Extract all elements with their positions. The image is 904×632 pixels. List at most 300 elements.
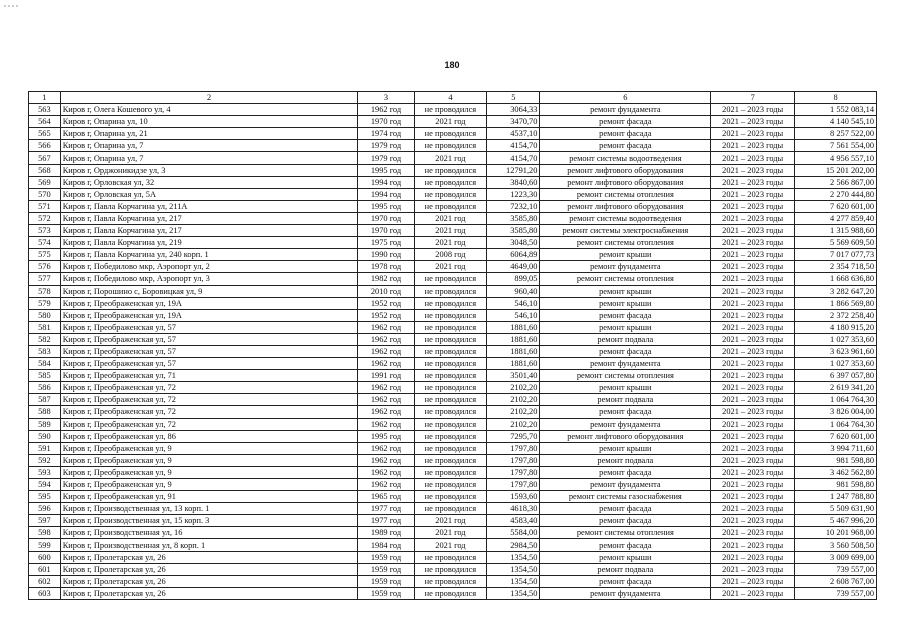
cost-cell: 8 257 522,00: [795, 128, 877, 140]
year-built-cell: 1974 год: [358, 128, 414, 140]
area-cell: 5584,00: [487, 527, 540, 539]
row-number: 600: [29, 551, 61, 563]
table-row: [29, 212, 877, 224]
work-type-cell: ремонт подвала: [540, 333, 711, 345]
area-cell: 2102,20: [487, 406, 540, 418]
period-cell: 2021 – 2023 годы: [711, 164, 795, 176]
period-cell: 2021 – 2023 годы: [711, 237, 795, 249]
cost-cell: 4 140 545,10: [795, 116, 877, 128]
last-repair-cell: не проводился: [414, 140, 487, 152]
page-number: 180: [444, 60, 460, 70]
year-built-cell: 1962 год: [358, 333, 414, 345]
last-repair-cell: не проводился: [414, 345, 487, 357]
table-row: [29, 406, 877, 418]
year-built-cell: 1990 год: [358, 249, 414, 261]
area-cell: 3501,40: [487, 370, 540, 382]
period-cell: 2021 – 2023 годы: [711, 333, 795, 345]
year-built-cell: 2010 год: [358, 285, 414, 297]
work-type-cell: ремонт системы отопления: [540, 370, 711, 382]
header-row: [29, 92, 877, 104]
work-type-cell: ремонт крыши: [540, 382, 711, 394]
row-number: 594: [29, 479, 61, 491]
year-built-cell: 1991 год: [358, 370, 414, 382]
work-type-cell: ремонт лифтового оборудования: [540, 430, 711, 442]
period-cell: 2021 – 2023 годы: [711, 249, 795, 261]
work-type-cell: ремонт фундамента: [540, 587, 711, 599]
row-number: 564: [29, 116, 61, 128]
table-row: [29, 164, 877, 176]
table-row: [29, 285, 877, 297]
year-built-cell: 1970 год: [358, 212, 414, 224]
address-cell: Киров г, Преображенская ул, 72: [60, 382, 358, 394]
last-repair-cell: 2021 год: [414, 539, 487, 551]
year-built-cell: 1978 год: [358, 261, 414, 273]
area-cell: 3064,33: [487, 104, 540, 116]
cost-cell: 3 560 508,50: [795, 539, 877, 551]
year-built-cell: 1984 год: [358, 539, 414, 551]
period-cell: 2021 – 2023 годы: [711, 527, 795, 539]
last-repair-cell: не проводился: [414, 491, 487, 503]
year-built-cell: 1962 год: [358, 479, 414, 491]
cost-cell: 1 064 764,30: [795, 418, 877, 430]
work-type-cell: ремонт фундамента: [540, 418, 711, 430]
year-built-cell: 1959 год: [358, 551, 414, 563]
last-repair-cell: не проводился: [414, 406, 487, 418]
last-repair-cell: не проводился: [414, 430, 487, 442]
row-number: 570: [29, 188, 61, 200]
period-cell: 2021 – 2023 годы: [711, 104, 795, 116]
row-number: 580: [29, 309, 61, 321]
row-number: 598: [29, 527, 61, 539]
period-cell: 2021 – 2023 годы: [711, 563, 795, 575]
period-cell: 2021 – 2023 годы: [711, 370, 795, 382]
year-built-cell: 1952 год: [358, 309, 414, 321]
area-cell: 4618,30: [487, 503, 540, 515]
column-header: 3: [358, 92, 414, 104]
row-number: 574: [29, 237, 61, 249]
cost-cell: 2 354 718,50: [795, 261, 877, 273]
last-repair-cell: не проводился: [414, 273, 487, 285]
address-cell: Киров г, Пролетарская ул, 26: [60, 575, 358, 587]
address-cell: Киров г, Павла Корчагина ул, 217: [60, 212, 358, 224]
row-number: 599: [29, 539, 61, 551]
area-cell: 2102,20: [487, 382, 540, 394]
last-repair-cell: 2021 год: [414, 261, 487, 273]
year-built-cell: 1962 год: [358, 394, 414, 406]
period-cell: 2021 – 2023 годы: [711, 273, 795, 285]
period-cell: 2021 – 2023 годы: [711, 430, 795, 442]
area-cell: 1354,50: [487, 563, 540, 575]
table-row: [29, 188, 877, 200]
row-number: 565: [29, 128, 61, 140]
row-number: 592: [29, 454, 61, 466]
area-cell: 2102,20: [487, 394, 540, 406]
row-number: 602: [29, 575, 61, 587]
cost-cell: 1 064 764,30: [795, 394, 877, 406]
last-repair-cell: не проводился: [414, 285, 487, 297]
cost-cell: 7 017 077,73: [795, 249, 877, 261]
address-cell: Киров г, Орджоникидзе ул, 3: [60, 164, 358, 176]
area-cell: 1354,50: [487, 551, 540, 563]
table-row: [29, 200, 877, 212]
row-number: 579: [29, 297, 61, 309]
area-cell: 960,40: [487, 285, 540, 297]
address-cell: Киров г, Опарина ул, 10: [60, 116, 358, 128]
table-row: [29, 297, 877, 309]
area-cell: 4649,00: [487, 261, 540, 273]
area-cell: 2102,20: [487, 418, 540, 430]
area-cell: 546,10: [487, 309, 540, 321]
year-built-cell: 1962 год: [358, 454, 414, 466]
period-cell: 2021 – 2023 годы: [711, 587, 795, 599]
work-type-cell: ремонт фасада: [540, 406, 711, 418]
year-built-cell: 1952 год: [358, 297, 414, 309]
row-number: 595: [29, 491, 61, 503]
work-type-cell: ремонт крыши: [540, 297, 711, 309]
last-repair-cell: не проводился: [414, 466, 487, 478]
cost-cell: 4 956 557,10: [795, 152, 877, 164]
work-type-cell: ремонт крыши: [540, 285, 711, 297]
table-row: [29, 442, 877, 454]
period-cell: 2021 – 2023 годы: [711, 382, 795, 394]
period-cell: 2021 – 2023 годы: [711, 515, 795, 527]
table-row: [29, 249, 877, 261]
work-type-cell: ремонт фасада: [540, 515, 711, 527]
table-row: [29, 345, 877, 357]
last-repair-cell: не проводился: [414, 442, 487, 454]
year-built-cell: 1959 год: [358, 563, 414, 575]
last-repair-cell: не проводился: [414, 587, 487, 599]
work-type-cell: ремонт системы отопления: [540, 188, 711, 200]
period-cell: 2021 – 2023 годы: [711, 188, 795, 200]
address-cell: Киров г, Павла Корчагина ул, 219: [60, 237, 358, 249]
cost-cell: 2 270 444,80: [795, 188, 877, 200]
work-type-cell: ремонт фасада: [540, 539, 711, 551]
cost-cell: 6 397 057,80: [795, 370, 877, 382]
year-built-cell: 1970 год: [358, 116, 414, 128]
period-cell: 2021 – 2023 годы: [711, 406, 795, 418]
work-type-cell: ремонт фасада: [540, 140, 711, 152]
area-cell: 1881,60: [487, 358, 540, 370]
address-cell: Киров г, Павла Корчагина ул, 217: [60, 225, 358, 237]
area-cell: 2984,50: [487, 539, 540, 551]
row-number: 567: [29, 152, 61, 164]
row-number: 581: [29, 321, 61, 333]
last-repair-cell: 2021 год: [414, 237, 487, 249]
address-cell: Киров г, Производственная ул, 13 корп. 1: [60, 503, 358, 515]
address-cell: Киров г, Производственная ул, 16: [60, 527, 358, 539]
area-cell: 3585,80: [487, 212, 540, 224]
table-row: [29, 176, 877, 188]
area-cell: 1797,80: [487, 442, 540, 454]
area-cell: 4583,40: [487, 515, 540, 527]
address-cell: Киров г, Преображенская ул, 9: [60, 466, 358, 478]
last-repair-cell: не проводился: [414, 333, 487, 345]
cost-cell: 1 552 083,14: [795, 104, 877, 116]
year-built-cell: 1962 год: [358, 418, 414, 430]
area-cell: 546,10: [487, 297, 540, 309]
work-type-cell: ремонт подвала: [540, 563, 711, 575]
table-row: [29, 563, 877, 575]
last-repair-cell: 2021 год: [414, 212, 487, 224]
address-cell: Киров г, Пролетарская ул, 26: [60, 563, 358, 575]
last-repair-cell: не проводился: [414, 128, 487, 140]
year-built-cell: 1977 год: [358, 515, 414, 527]
last-repair-cell: 2021 год: [414, 225, 487, 237]
row-number: 603: [29, 587, 61, 599]
year-built-cell: 1975 год: [358, 237, 414, 249]
work-type-cell: ремонт фасада: [540, 575, 711, 587]
table-row: [29, 140, 877, 152]
table-row: [29, 551, 877, 563]
work-type-cell: ремонт фасада: [540, 128, 711, 140]
cost-cell: 739 557,00: [795, 587, 877, 599]
table-row: [29, 430, 877, 442]
period-cell: 2021 – 2023 годы: [711, 575, 795, 587]
address-cell: Киров г, Преображенская ул, 71: [60, 370, 358, 382]
work-type-cell: ремонт системы отопления: [540, 237, 711, 249]
table-row: [29, 418, 877, 430]
last-repair-cell: не проводился: [414, 454, 487, 466]
column-header: 2: [60, 92, 358, 104]
cost-cell: 2 372 258,40: [795, 309, 877, 321]
table-row: [29, 309, 877, 321]
period-cell: 2021 – 2023 годы: [711, 176, 795, 188]
period-cell: 2021 – 2023 годы: [711, 285, 795, 297]
table-row: [29, 466, 877, 478]
table-row: [29, 225, 877, 237]
row-number: 571: [29, 200, 61, 212]
area-cell: 1881,60: [487, 333, 540, 345]
period-cell: 2021 – 2023 годы: [711, 466, 795, 478]
address-cell: Киров г, Опарина ул, 7: [60, 140, 358, 152]
cost-cell: 7 620 601,00: [795, 430, 877, 442]
table-row: [29, 116, 877, 128]
period-cell: 2021 – 2023 годы: [711, 212, 795, 224]
column-header: 8: [795, 92, 877, 104]
work-type-cell: ремонт подвала: [540, 454, 711, 466]
table-row: [29, 515, 877, 527]
year-built-cell: 1962 год: [358, 442, 414, 454]
last-repair-cell: не проводился: [414, 394, 487, 406]
area-cell: 3840,60: [487, 176, 540, 188]
work-type-cell: ремонт подвала: [540, 394, 711, 406]
table-row: [29, 261, 877, 273]
row-number: 573: [29, 225, 61, 237]
last-repair-cell: не проводился: [414, 321, 487, 333]
row-number: 582: [29, 333, 61, 345]
table-row: [29, 237, 877, 249]
address-cell: Киров г, Преображенская ул, 57: [60, 333, 358, 345]
area-cell: 899,05: [487, 273, 540, 285]
area-cell: 6064,89: [487, 249, 540, 261]
address-cell: Киров г, Производственная ул, 15 корп. 3: [60, 515, 358, 527]
area-cell: 3585,80: [487, 225, 540, 237]
address-cell: Киров г, Преображенская ул, 72: [60, 394, 358, 406]
cost-cell: 981 598,80: [795, 454, 877, 466]
year-built-cell: 1995 год: [358, 200, 414, 212]
address-cell: Киров г, Опарина ул, 21: [60, 128, 358, 140]
year-built-cell: 1982 год: [358, 273, 414, 285]
period-cell: 2021 – 2023 годы: [711, 297, 795, 309]
table-row: [29, 479, 877, 491]
table-row: [29, 527, 877, 539]
area-cell: 4154,70: [487, 152, 540, 164]
area-cell: 1354,50: [487, 575, 540, 587]
area-cell: 1593,60: [487, 491, 540, 503]
table-row: [29, 152, 877, 164]
period-cell: 2021 – 2023 годы: [711, 152, 795, 164]
work-type-cell: ремонт фасада: [540, 345, 711, 357]
last-repair-cell: не проводился: [414, 479, 487, 491]
row-number: 566: [29, 140, 61, 152]
scan-artifact: [4, 4, 44, 8]
area-cell: 4537,10: [487, 128, 540, 140]
period-cell: 2021 – 2023 годы: [711, 503, 795, 515]
cost-cell: 3 994 711,60: [795, 442, 877, 454]
last-repair-cell: не проводился: [414, 551, 487, 563]
year-built-cell: 1962 год: [358, 345, 414, 357]
year-built-cell: 1962 год: [358, 406, 414, 418]
address-cell: Киров г, Пролетарская ул, 26: [60, 551, 358, 563]
area-cell: 3048,50: [487, 237, 540, 249]
year-built-cell: 1995 год: [358, 430, 414, 442]
year-built-cell: 1959 год: [358, 587, 414, 599]
cost-cell: 3 826 004,00: [795, 406, 877, 418]
work-type-cell: ремонт системы газоснабжения: [540, 491, 711, 503]
year-built-cell: 1962 год: [358, 321, 414, 333]
address-cell: Киров г, Орловская ул, 5А: [60, 188, 358, 200]
cost-cell: 4 277 859,40: [795, 212, 877, 224]
cost-cell: 2 619 341,20: [795, 382, 877, 394]
work-type-cell: ремонт лифтового оборудования: [540, 176, 711, 188]
row-number: 596: [29, 503, 61, 515]
table-row: [29, 454, 877, 466]
year-built-cell: 1962 год: [358, 358, 414, 370]
period-cell: 2021 – 2023 годы: [711, 140, 795, 152]
table-row: [29, 321, 877, 333]
last-repair-cell: не проводился: [414, 309, 487, 321]
cost-cell: 3 009 699,00: [795, 551, 877, 563]
last-repair-cell: не проводился: [414, 176, 487, 188]
address-cell: Киров г, Преображенская ул, 57: [60, 358, 358, 370]
address-cell: Киров г, Преображенская ул, 19А: [60, 297, 358, 309]
row-number: 584: [29, 358, 61, 370]
area-cell: 3470,70: [487, 116, 540, 128]
work-type-cell: ремонт фасада: [540, 466, 711, 478]
year-built-cell: 1979 год: [358, 152, 414, 164]
row-number: 589: [29, 418, 61, 430]
cost-cell: 1 027 353,60: [795, 333, 877, 345]
address-cell: Киров г, Преображенская ул, 91: [60, 491, 358, 503]
year-built-cell: 1962 год: [358, 382, 414, 394]
cost-cell: 1 668 636,80: [795, 273, 877, 285]
cost-cell: 5 509 631,90: [795, 503, 877, 515]
address-cell: Киров г, Производственная ул, 8 корп. 1: [60, 539, 358, 551]
area-cell: 1881,60: [487, 345, 540, 357]
row-number: 568: [29, 164, 61, 176]
address-cell: Киров г, Орловская ул, 32: [60, 176, 358, 188]
last-repair-cell: 2021 год: [414, 527, 487, 539]
address-cell: Киров г, Опарина ул, 7: [60, 152, 358, 164]
period-cell: 2021 – 2023 годы: [711, 309, 795, 321]
last-repair-cell: не проводился: [414, 503, 487, 515]
area-cell: 12791,20: [487, 164, 540, 176]
period-cell: 2021 – 2023 годы: [711, 261, 795, 273]
year-built-cell: 1962 год: [358, 104, 414, 116]
area-cell: 1797,80: [487, 454, 540, 466]
area-cell: 1223,30: [487, 188, 540, 200]
cost-cell: 15 201 202,00: [795, 164, 877, 176]
address-cell: Киров г, Порошино с, Боровицкая ул, 9: [60, 285, 358, 297]
last-repair-cell: не проводился: [414, 188, 487, 200]
address-cell: Киров г, Преображенская ул, 86: [60, 430, 358, 442]
address-cell: Киров г, Пролетарская ул, 26: [60, 587, 358, 599]
work-type-cell: ремонт системы водоотведения: [540, 152, 711, 164]
work-type-cell: ремонт крыши: [540, 442, 711, 454]
work-type-cell: ремонт фасада: [540, 116, 711, 128]
address-cell: Киров г, Преображенская ул, 9: [60, 442, 358, 454]
work-type-cell: ремонт фасада: [540, 309, 711, 321]
row-number: 586: [29, 382, 61, 394]
last-repair-cell: не проводился: [414, 297, 487, 309]
work-type-cell: ремонт фасада: [540, 503, 711, 515]
address-cell: Киров г, Победилово мкр, Аэропорт ул, 3: [60, 273, 358, 285]
column-header: 4: [414, 92, 487, 104]
period-cell: 2021 – 2023 годы: [711, 479, 795, 491]
area-cell: 7295,70: [487, 430, 540, 442]
table-row: [29, 394, 877, 406]
table-body: [29, 104, 877, 600]
table-row: [29, 539, 877, 551]
work-type-cell: ремонт системы отопления: [540, 527, 711, 539]
work-type-cell: ремонт лифтового оборудования: [540, 164, 711, 176]
cost-cell: 3 623 961,60: [795, 345, 877, 357]
row-number: 578: [29, 285, 61, 297]
year-built-cell: 1977 год: [358, 503, 414, 515]
address-cell: Киров г, Преображенская ул, 57: [60, 321, 358, 333]
row-number: 575: [29, 249, 61, 261]
period-cell: 2021 – 2023 годы: [711, 225, 795, 237]
row-number: 572: [29, 212, 61, 224]
row-number: 597: [29, 515, 61, 527]
address-cell: Киров г, Победилово мкр, Аэропорт ул, 2: [60, 261, 358, 273]
year-built-cell: 1994 год: [358, 188, 414, 200]
period-cell: 2021 – 2023 годы: [711, 418, 795, 430]
address-cell: Киров г, Павла Корчагина ул, 240 корп. 1: [60, 249, 358, 261]
last-repair-cell: не проводился: [414, 104, 487, 116]
table-row: [29, 333, 877, 345]
period-cell: 2021 – 2023 годы: [711, 358, 795, 370]
cost-cell: 2 566 867,00: [795, 176, 877, 188]
row-number: 587: [29, 394, 61, 406]
work-type-cell: ремонт системы электроснабжения: [540, 225, 711, 237]
last-repair-cell: не проводился: [414, 370, 487, 382]
cost-cell: 7 561 554,00: [795, 140, 877, 152]
address-cell: Киров г, Преображенская ул, 57: [60, 345, 358, 357]
last-repair-cell: 2021 год: [414, 515, 487, 527]
address-cell: Киров г, Олега Кошевого ул, 4: [60, 104, 358, 116]
table-row: [29, 491, 877, 503]
period-cell: 2021 – 2023 годы: [711, 128, 795, 140]
table-row: [29, 587, 877, 599]
address-cell: Киров г, Преображенская ул, 72: [60, 406, 358, 418]
row-number: 591: [29, 442, 61, 454]
row-number: 593: [29, 466, 61, 478]
last-repair-cell: не проводился: [414, 575, 487, 587]
year-built-cell: 1995 год: [358, 164, 414, 176]
cost-cell: 5 467 996,20: [795, 515, 877, 527]
